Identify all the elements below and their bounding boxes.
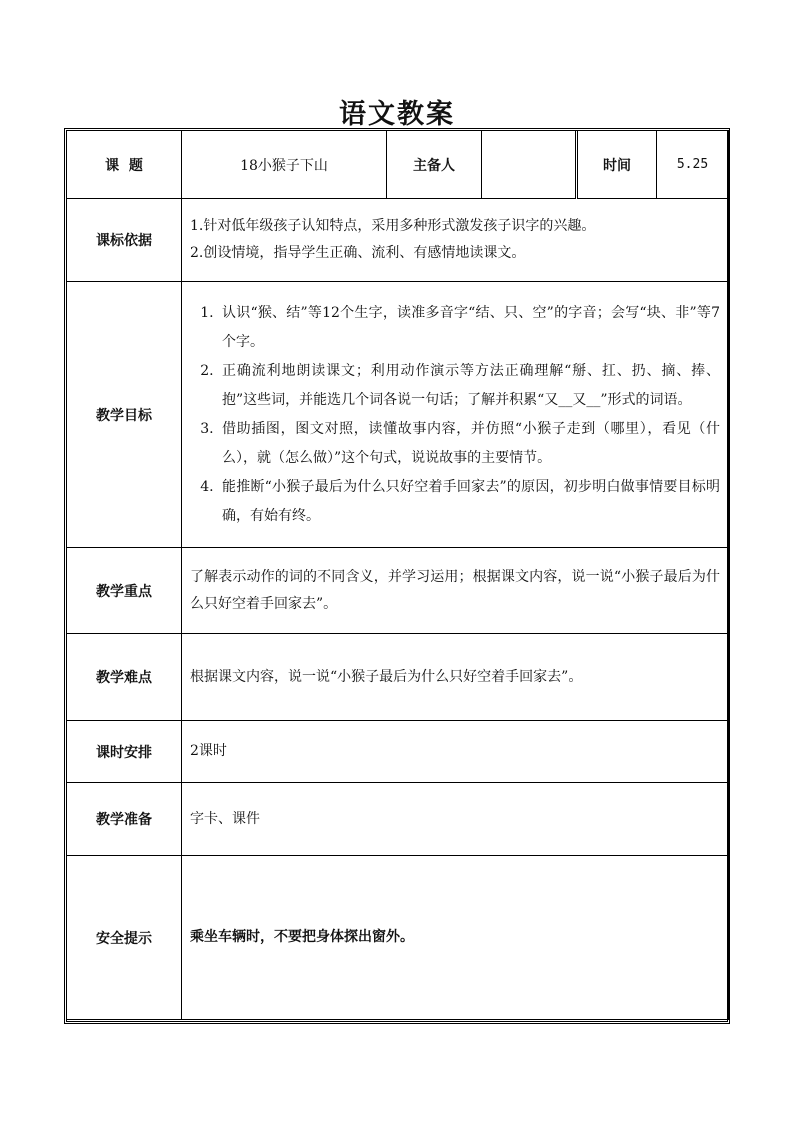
schedule-label: 课时安排 (67, 721, 182, 783)
goals-label: 教学目标 (67, 282, 182, 548)
goals-list (190, 299, 720, 531)
key-points-content: 了解表示动作的词的不同含义，并学习运用；根据课文内容，说一说“小猴子最后为什么只好空着手回家去”。 (182, 548, 729, 634)
time-value: 5.25 (657, 131, 729, 199)
basis-content (182, 199, 729, 282)
key-points-row (67, 548, 729, 634)
schedule-row (67, 721, 729, 783)
lesson-plan-table (66, 130, 729, 1020)
schedule-content: 2课时 (182, 721, 729, 783)
time-label: 时间 (577, 131, 657, 199)
goals-content (182, 282, 729, 548)
subject-label: 课 题 (67, 131, 182, 199)
basis-line: 1.针对低年级孩子认知特点，采用多种形式激发孩子识字的兴趣。 (190, 218, 596, 234)
goal-item: 3. 借助插图，图文对照，读懂故事内容，并仿照“小猴子走到（哪里），看见（什么），就（怎么做）”这个句式，说说故事的主要情节。 (218, 415, 720, 473)
difficulties-label: 教学难点 (67, 634, 182, 721)
basis-line: 2.创设情境，指导学生正确、流利、有感情地读课文。 (190, 245, 526, 261)
page-title: 语文教案 (339, 99, 455, 130)
goal-item: 4. 能推断“小猴子最后为什么只好空着手回家去”的原因，初步明白做事情要目标明确，有始有终。 (218, 473, 720, 531)
preparer-label: 主备人 (387, 131, 482, 199)
basis-label: 课标依据 (67, 199, 182, 282)
preparation-label: 教学准备 (67, 783, 182, 856)
goal-item: 2. 正确流利地朗读课文；利用动作演示等方法正确理解“掰、扛、扔、摘、捧、抱”这些词，并能选几个词各说一句话；了解并积累“又__又__”形式的词语。 (218, 357, 720, 415)
preparation-row (67, 783, 729, 856)
basis-row (67, 199, 729, 282)
preparation-content: 字卡、课件 (182, 783, 729, 856)
header-row (67, 131, 729, 199)
difficulties-row (67, 634, 729, 721)
safety-row (67, 856, 729, 1020)
difficulties-content: 根据课文内容，说一说“小猴子最后为什么只好空着手回家去”。 (182, 634, 729, 721)
goal-item: 1. 认识“猴、结”等12个生字，读准多音字“结、只、空”的字音；会写“块、非”等7个字。 (218, 299, 720, 357)
preparer-value (482, 131, 577, 199)
key-points-label: 教学重点 (67, 548, 182, 634)
subject-value: 18小猴子下山 (182, 131, 387, 199)
safety-label: 安全提示 (67, 856, 182, 1020)
goals-row (67, 282, 729, 548)
safety-content: 乘坐车辆时，不要把身体探出窗外。 (182, 856, 729, 1020)
